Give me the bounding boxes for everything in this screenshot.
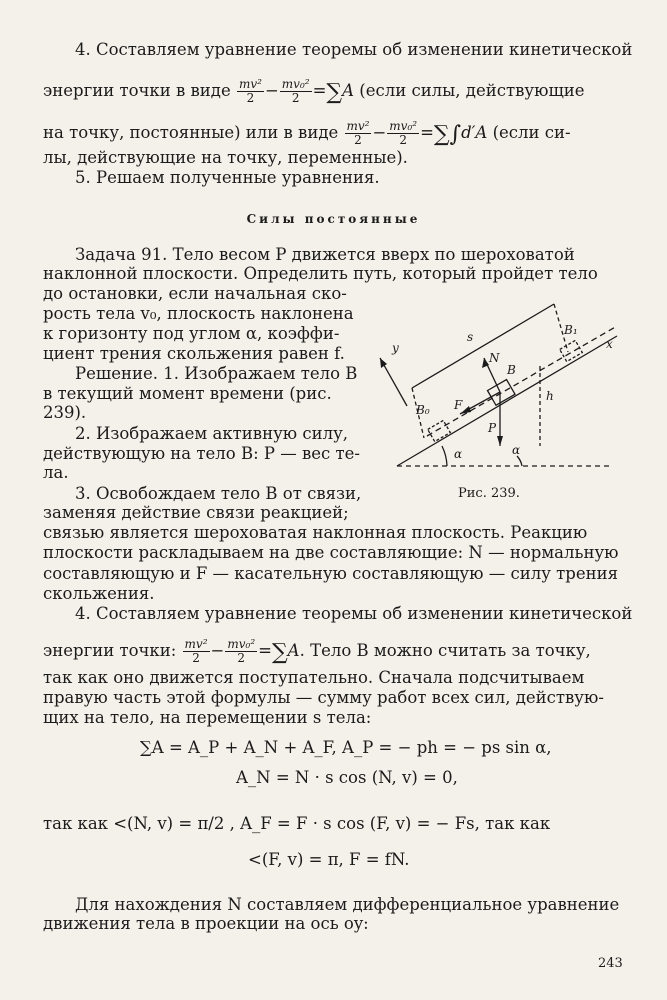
step3-line5: составляющую и F — касательную составляющую — силу трения [43,564,619,583]
step3-line2: заменяя действие связи реакцией; [43,503,349,522]
label-y: y [392,341,399,355]
incline-line [397,336,617,466]
task-line4: рость тела v₀, плоскость наклонена [43,304,354,323]
para4-line3: на точку, постоянные) или в виде $\frac{\text{mv²}}{2}$ − $\frac{\text{mv₀²}}{2}$ =∑∫d′A (если си- [43,119,571,147]
step4-line2: энергии точки: $\frac{\text{mv²}}{2}$ − $\frac{\text{mv₀²}}{2}$ =∑A. Тело B можно считать за точку, [43,637,591,665]
equation-2: A_N = N · s cos (N, v) = 0, [236,768,458,787]
equation-1: ∑A = A_P + A_N + A_F, A_P = − ph = − ps sin α, [140,738,552,757]
step2-line2: действующую на тело B: P — вес те- [43,444,360,463]
label-B1: B₁ [564,323,578,337]
label-B: B [507,363,516,377]
solution-line2: в текущий момент времени (рис. [43,384,332,403]
task-line5: к горизонту под углом α, коэффи- [43,324,340,343]
para4-line4: лы, действующие на точку, переменные). [43,148,408,167]
last-line1: Для нахождения N составляем дифференциальное уравнение [75,895,620,914]
angle-arc-2 [517,456,522,466]
label-alpha-2: α [512,443,521,457]
step4-line4: правую часть этой формулы — сумму работ всех сил, действую- [43,688,604,707]
step4-line1: 4. Составляем уравнение теоремы об изменении кинетической [75,604,633,623]
task-line2: наклонной плоскости. Определить путь, который пройдет тело [43,264,598,283]
step3-line6: скольжения. [43,584,155,603]
step4-line5: щих на тело, на перемещении s тела: [43,708,372,727]
block-B [487,380,515,406]
step2-line3: ла. [43,463,69,482]
label-F: F [454,398,463,412]
step2-line1: 2. Изображаем активную силу, [75,424,349,443]
angle-arc-1 [442,446,447,466]
label-B0: B₀ [416,403,430,417]
task-line6: циент трения скольжения равен f. [43,344,345,363]
step3-line3: связью является шероховатая наклонная плоскость. Реакцию [43,523,588,542]
section-heading: Силы постоянные [246,212,421,226]
label-alpha-1: α [454,447,463,461]
solution-line3: 239). [43,403,87,422]
step3-line1: 3. Освобождаем тело B от связи, [75,484,362,503]
page-number: 243 [598,956,623,971]
para4-line2: энергии точки в виде $\frac{\text{mv²}}{2}$ − $\frac{\text{mv₀²}}{2}$ =∑A (если силы, действующие [43,77,585,105]
step3-line4: плоскости раскладываем на две составляющие: N — нормальную [43,543,619,562]
last-line2: движения тела в проекции на ось oy: [43,914,369,933]
task-line1: Задача 91. Тело весом P движется вверх по шероховатой [75,245,575,264]
para4-line1: 4. Составляем уравнение теоремы об изменении кинетической [75,40,633,59]
block-B0 [428,420,451,441]
figure-239 [372,296,632,481]
step4-line3: так как оно движется поступательно. Сначала подсчитываем [43,668,585,687]
label-s: s [467,330,474,344]
task-line3: до остановки, если начальная ско- [43,284,347,303]
solution-line1: Решение. 1. Изображаем тело B [75,364,358,383]
equation-3: так как <(N, v) = π/2 , A_F = F · s cos (F, v) = − Fs, так как [43,814,551,833]
label-P: P [488,421,497,435]
equation-4: <(F, v) = π, F = fN. [248,850,410,869]
label-N: N [489,351,500,365]
para5: 5. Решаем полученные уравнения. [75,168,380,187]
label-x: x [606,337,613,351]
figure-caption: Рис. 239. [458,486,520,501]
label-h: h [546,389,554,403]
x-axis-dashed [427,326,617,436]
